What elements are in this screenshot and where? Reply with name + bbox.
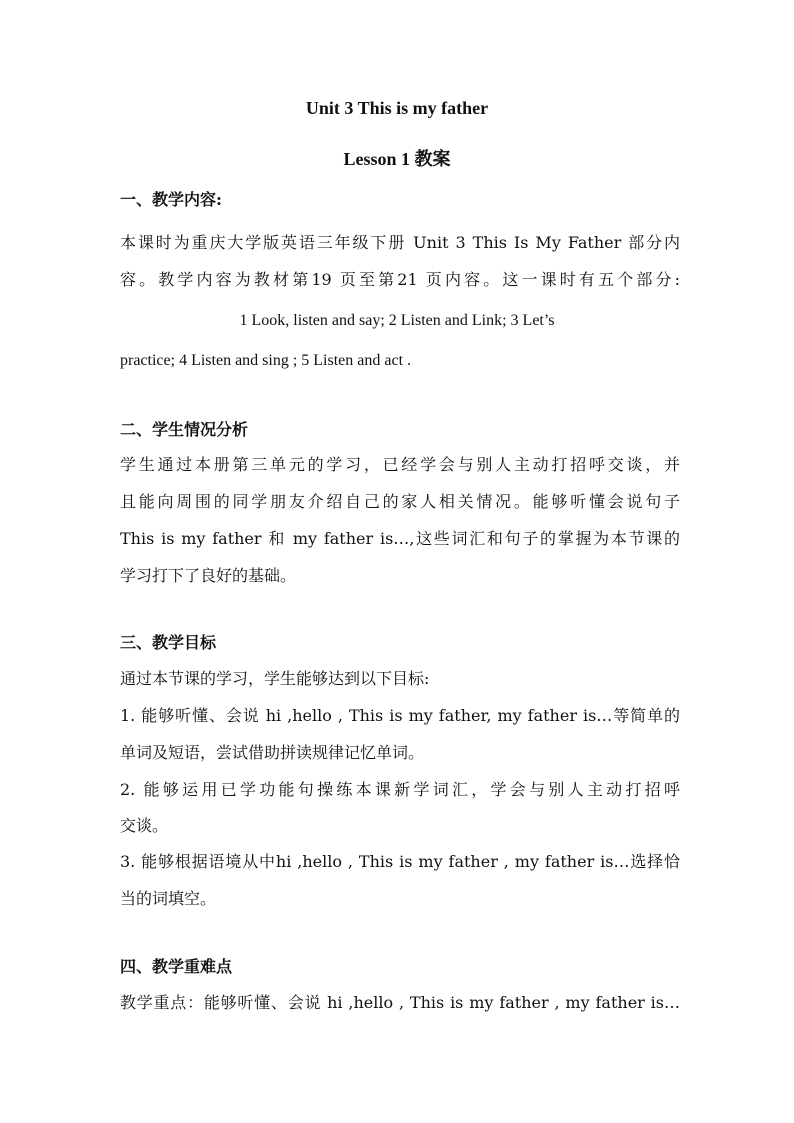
section-heading-content: 一、教学内容: (120, 190, 222, 209)
document-subtitle: Lesson 1 教案 (343, 149, 451, 169)
paragraph-line: 学生通过本册第三单元的学习，已经学会与别人主动打招呼交谈，并 (120, 455, 680, 474)
paragraph-line: 通过本节课的学习，学生能够达到以下目标: (120, 669, 430, 688)
paragraph-line: 2. 能够运用已学功能句操练本课新学词汇，学会与别人主动打招呼 (120, 780, 680, 799)
section-heading-objectives: 三、教学目标 (120, 633, 217, 652)
section-heading-key-points: 四、教学重难点 (120, 957, 233, 976)
paragraph-line: 单词及短语，尝试借助拼读规律记忆单词。 (120, 743, 425, 762)
paragraph-line: 1. 能够听懂、会说 hi ,hello , This is my father, my father is…等简单的 (120, 706, 680, 725)
paragraph-line: This is my father 和 my father is…,这些词汇和句子的掌握为本节课的 (120, 529, 680, 548)
paragraph-line: 容。教学内容为教材第19 页至第21 页内容。这一课时有五个部分: (120, 270, 680, 289)
paragraph-line: 交谈。 (120, 816, 169, 835)
paragraph-line: 3. 能够根据语境从中hi ,hello , This is my father , my father is…选择恰 (120, 852, 680, 871)
paragraph-line: 学习打下了良好的基础。 (120, 566, 297, 585)
paragraph-line: practice; 4 Listen and sing ; 5 Listen and act . (120, 352, 412, 369)
paragraph-line: 且能向周围的同学朋友介绍自己的家人相关情况。能够听懂会说句子 (120, 492, 680, 511)
paragraph-line: 教学重点：能够听懂、会说 hi ,hello , This is my father , my father is… (120, 993, 680, 1012)
paragraph-line: 本课时为重庆大学版英语三年级下册 Unit 3 This Is My Father 部分内 (120, 233, 680, 252)
paragraph-line: 当的词填空。 (120, 889, 217, 908)
section-heading-student-analysis: 二、学生情况分析 (120, 420, 249, 439)
paragraph-line: 1 Look, listen and say; 2 Listen and Link; 3 Let’s (239, 312, 555, 329)
document-title: Unit 3 This is my father (305, 98, 489, 118)
